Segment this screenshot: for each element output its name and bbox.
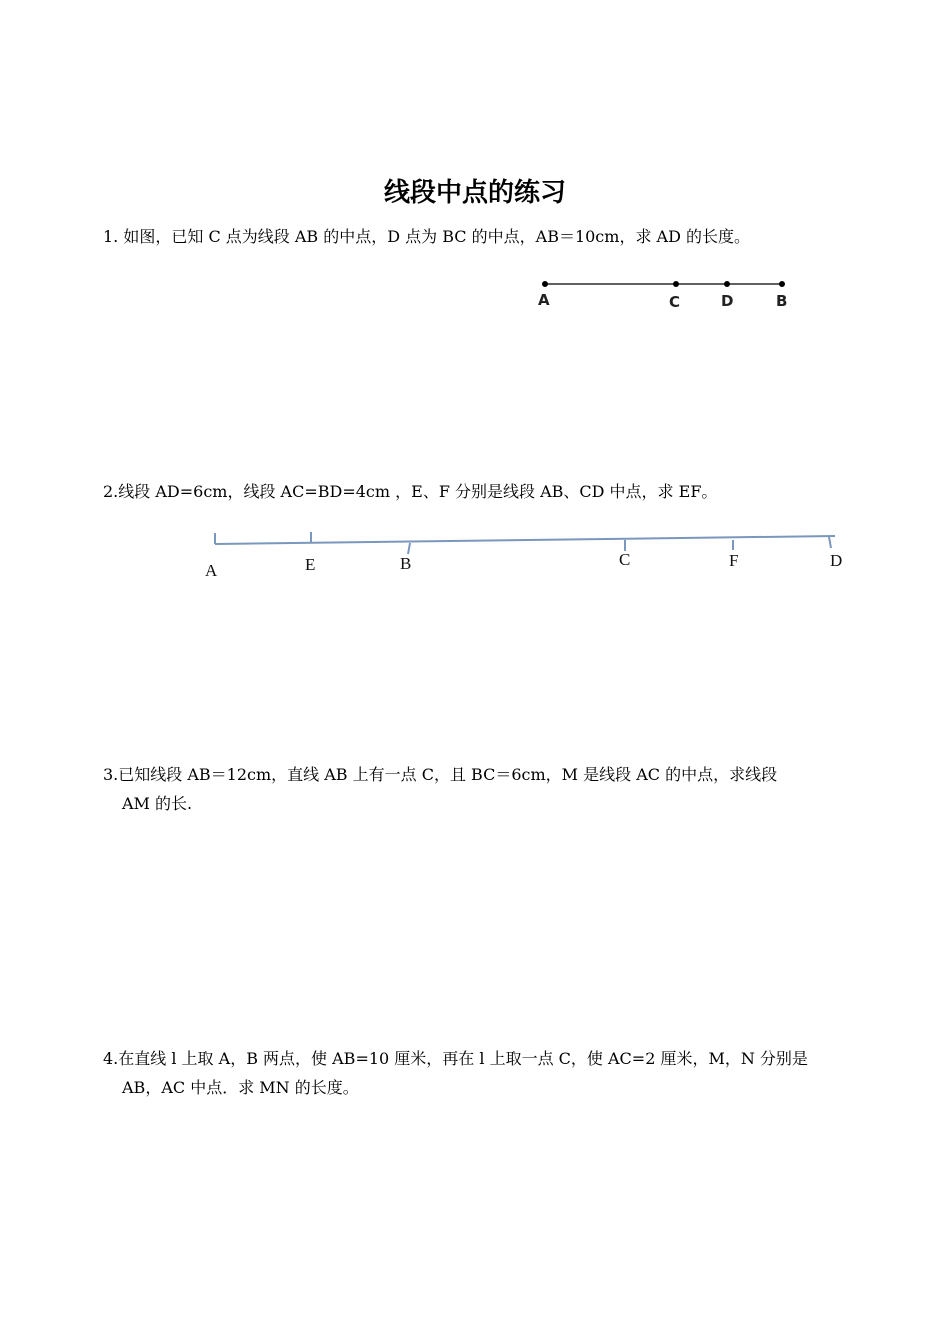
label-b: B xyxy=(776,292,788,310)
tick-b xyxy=(408,543,410,554)
point-d xyxy=(724,281,730,287)
tick-d xyxy=(829,537,831,548)
question-1-figure xyxy=(530,272,800,316)
point-b xyxy=(779,281,785,287)
question-3-line-1: 3.已知线段 AB＝12cm，直线 AB 上有一点 C，且 BC＝6cm，M 是线段 AC 的中点，求线段 xyxy=(103,765,778,784)
point-c xyxy=(673,281,679,287)
label-a: A xyxy=(205,561,218,580)
point-a xyxy=(542,281,548,287)
question-1 xyxy=(103,222,853,251)
question-3-line-2: AM 的长. xyxy=(122,794,193,813)
question-2 xyxy=(103,477,853,506)
label-e: E xyxy=(305,555,316,574)
label-d: D xyxy=(830,551,843,570)
label-f: F xyxy=(729,551,739,570)
page-title: 线段中点的练习 xyxy=(383,178,566,208)
label-c: C xyxy=(669,293,681,311)
question-2-text: 2.线段 AD=6cm，线段 AC=BD=4cm ，E、F 分别是线段 AB、CD 中点，求 EF。 xyxy=(103,482,718,501)
question-1-text: 1. 如图，已知 C 点为线段 AB 的中点，D 点为 BC 的中点，AB＝10cm，求 AD 的长度。 xyxy=(103,227,750,246)
label-b: B xyxy=(400,554,412,573)
label-a: A xyxy=(538,291,550,309)
question-3 xyxy=(103,760,853,818)
question-2-figure xyxy=(195,528,855,584)
question-4-line-1: 4.在直线 l 上取 A，B 两点，使 AB=10 厘米，再在 l 上取一点 C，使 AC=2 厘米，M，N 分别是 xyxy=(103,1049,808,1068)
question-4-line-2: AB，AC 中点．求 MN 的长度。 xyxy=(122,1078,359,1097)
question-4 xyxy=(103,1044,853,1102)
label-d: D xyxy=(721,292,734,310)
label-c: C xyxy=(619,550,631,569)
segment-ad xyxy=(215,536,835,544)
